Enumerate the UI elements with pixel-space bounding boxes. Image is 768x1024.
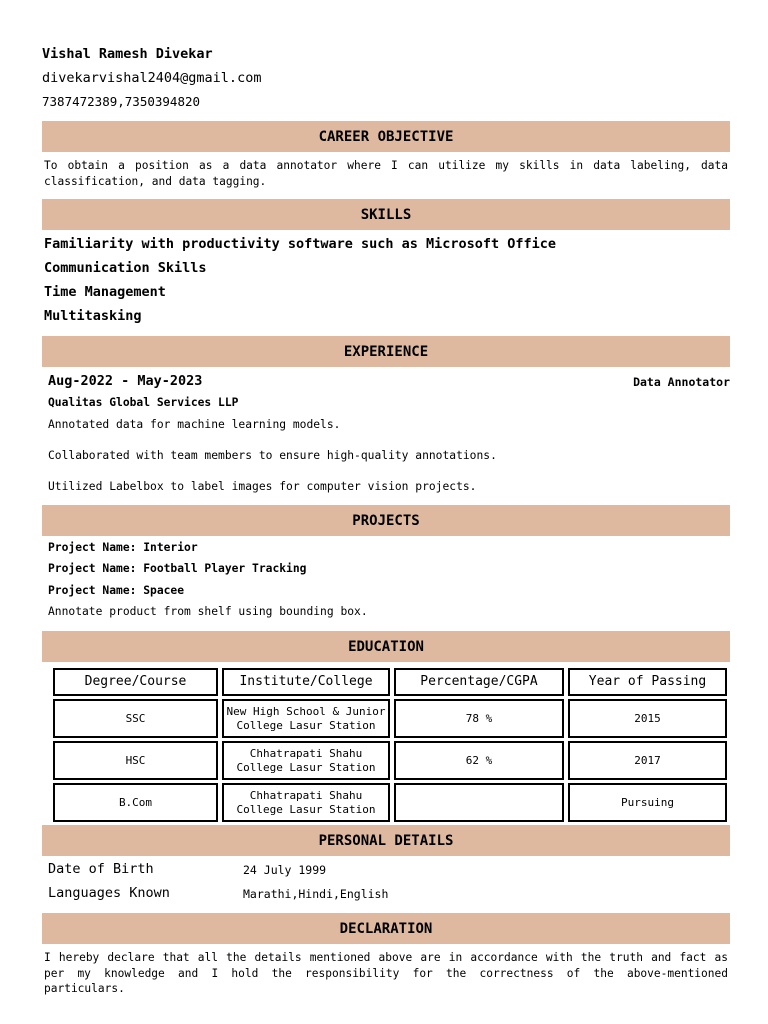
projects-heading: PROJECTS: [42, 505, 730, 536]
table-row: [53, 741, 727, 780]
col-header-year: Year of Passing: [568, 668, 727, 696]
experience-company: Qualitas Global Services LLP: [48, 396, 239, 409]
candidate-phone: 7387472389,7350394820: [42, 94, 201, 109]
skill-item: Time Management: [44, 284, 166, 300]
declaration-text: I hereby declare that all the details mentioned above are in accordance with the truth and fact as per my knowledge and I hold the responsibility for the correctness of the above-mentioned particulars.: [44, 951, 728, 995]
cell-institute: Chhatrapati Shahu College Lasur Station: [222, 741, 390, 780]
cell-year: 2015: [568, 699, 727, 738]
project-item: Project Name: Spacee: [48, 584, 185, 597]
languages-label: Languages Known: [48, 885, 170, 901]
cell-percentage: [394, 783, 564, 822]
experience-dates: Aug-2022 - May-2023: [48, 373, 203, 389]
experience-point: Collaborated with team members to ensure high-quality annotations.: [48, 449, 497, 462]
table-row: [53, 699, 727, 738]
skills-heading: SKILLS: [42, 199, 730, 230]
experience-heading: EXPERIENCE: [42, 336, 730, 367]
cell-institute: New High School & Junior College Lasur Station: [222, 699, 390, 738]
cell-percentage: 62 %: [394, 741, 564, 780]
cell-year: 2017: [568, 741, 727, 780]
education-header-row: [53, 668, 727, 696]
col-header-degree: Degree/Course: [53, 668, 218, 696]
project-note: Annotate product from shelf using bounding box.: [48, 605, 368, 618]
declaration-heading: DECLARATION: [42, 913, 730, 944]
dob-label: Date of Birth: [48, 861, 154, 877]
cell-institute: Chhatrapati Shahu College Lasur Station: [222, 783, 390, 822]
career-objective-text: To obtain a position as a data annotator where I can utilize my skills in data labeling, data classification, and data tagging.: [44, 159, 728, 188]
cell-year: Pursuing: [568, 783, 727, 822]
education-table: [49, 665, 731, 825]
skill-item: Communication Skills: [44, 260, 207, 276]
candidate-email[interactable]: divekarvishal2404@gmail.com: [42, 70, 262, 86]
experience-point: Utilized Labelbox to label images for computer vision projects.: [48, 480, 477, 493]
experience-point: Annotated data for machine learning models.: [48, 418, 341, 431]
dob-value: 24 July 1999: [243, 863, 327, 877]
cell-course: HSC: [53, 741, 218, 780]
skill-item: Familiarity with productivity software such as Microsoft Office: [44, 236, 557, 252]
cell-course: SSC: [53, 699, 218, 738]
skill-item: Multitasking: [44, 308, 142, 324]
project-item: Project Name: Football Player Tracking: [48, 562, 307, 575]
languages-value: Marathi,Hindi,English: [243, 887, 389, 901]
cell-percentage: 78 %: [394, 699, 564, 738]
project-item: Project Name: Interior: [48, 541, 198, 554]
table-row: [53, 783, 727, 822]
personal-details-heading: PERSONAL DETAILS: [42, 825, 730, 856]
career-objective-heading: CAREER OBJECTIVE: [42, 121, 730, 152]
candidate-name: Vishal Ramesh Divekar: [42, 46, 213, 62]
experience-role: Data Annotator: [633, 375, 730, 389]
col-header-percentage: Percentage/CGPA: [394, 668, 564, 696]
cell-course: B.Com: [53, 783, 218, 822]
col-header-institute: Institute/College: [222, 668, 390, 696]
education-heading: EDUCATION: [42, 631, 730, 662]
